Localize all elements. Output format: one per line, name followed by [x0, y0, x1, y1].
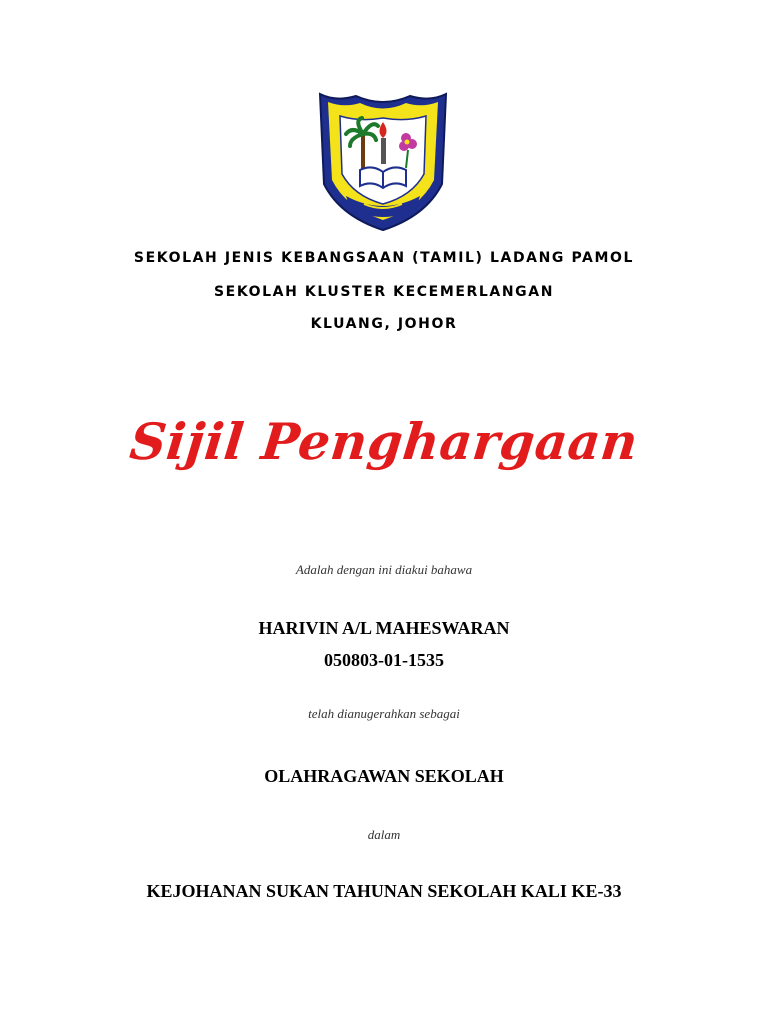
- recipient-id: 050803-01-1535: [324, 650, 444, 670]
- school-location: KLUANG, JOHOR: [310, 316, 458, 332]
- certificate-title: Sijil Penghargaan: [127, 412, 641, 471]
- award-title: OLAHRAGAWAN SEKOLAH: [264, 766, 504, 786]
- school-crest-logo: [316, 88, 450, 234]
- school-cluster: SEKOLAH KLUSTER KECEMERLANGAN: [213, 284, 555, 300]
- intro-text: Adalah dengan ini diakui bahawa: [295, 562, 473, 577]
- within-text: dalam: [367, 827, 401, 842]
- school-name: SEKOLAH JENIS KEBANGSAAN (TAMIL) LADANG PAMOL: [133, 250, 635, 266]
- event-title: KEJOHANAN SUKAN TAHUNAN SEKOLAH KALI KE-33: [146, 881, 622, 901]
- awarded-text: telah dianugerahkan sebagai: [308, 706, 460, 721]
- recipient-name: HARIVIN A/L MAHESWARAN: [258, 618, 510, 638]
